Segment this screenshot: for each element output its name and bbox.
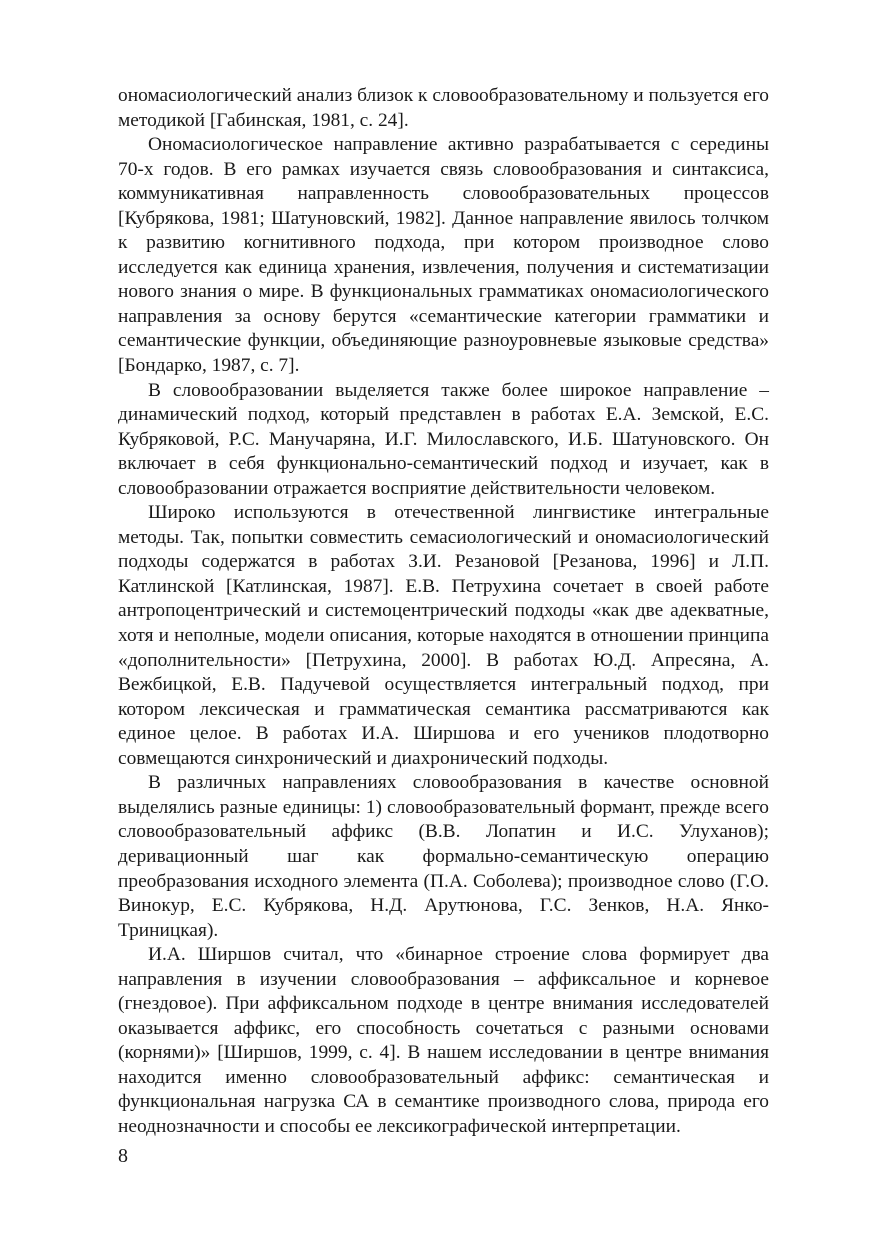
paragraph-1: ономасиологический анализ близок к словообразовательному и пользуется его методикой [Габинская, 1981, с. 24]. [118,85,769,131]
paragraph-3: В словообразовании выделяется также более широкое направление – динамический подход, который представлен в работах Е.А. Земской, Е.С. Кубряковой, Р.С. Манучаряна, И.Г. Милославского, И.Б. Шатуновского. Он включает в себя функционально-семантический подход и изучает, как в словообразовании отражается восприятие действительности человеком. [118,379,769,499]
paragraph-2: Ономасиологическое направление активно разрабатывается с середины 70-х годов. В его рамках изучается связь словообразования и синтаксиса, коммуникативная направленность словообразовательных процессов [Кубрякова, 1981; Шатуновский, 1982]. Данное направление явилось толчком к развитию когнитивного подхода, при котором производное слово исследуется как единица хранения, извлечения, получения и систематизации нового знания о мире. В функциональных грамматиках ономасиологического направления за основу берутся «семантические категории грамматики и семантические функции, объединяющие разноуровневые языковые средства» [Бондарко, 1987, с. 7]. [118,134,769,377]
page-number: 8 [118,1145,128,1167]
page-body [118,84,769,1140]
paragraph-5: В различных направлениях словообразования в качестве основной выделялись разные единицы: 1) словообразовательный формант, прежде всего словообразовательный аффикс (В.В. Лопатин и И.С. Улуханов); деривационный шаг как формально-семантическую операцию преобразования исходного элемента (П.А. Соболева); производное слово (Г.О. Винокур, Е.С. Кубрякова, Н.Д. Арутюнова, Г.С. Зенков, Н.А. Янко-Триницкая). [118,772,769,941]
paragraph-6: И.А. Ширшов считал, что «бинарное строение слова формирует два направления в изучении словообразования – аффиксальное и корневое (гнездовое). При аффиксальном подходе в центре внимания исследователей оказывается аффикс, его способность сочетаться с разными основами (корнями)» [Ширшов, 1999, с. 4]. В нашем исследовании в центре внимания находится именно словообразовательный аффикс: семантическая и функциональная нагрузка СА в семантике производного слова, природа его неоднозначности и способы ее лексикографической интерпретации. [118,944,769,1137]
paragraph-4: Широко используются в отечественной лингвистике интегральные методы. Так, попытки совместить семасиологический и ономасиологический подходы содержатся в работах З.И. Резановой [Резанова, 1996] и Л.П. Катлинской [Катлинская, 1987]. Е.В. Петрухина сочетает в своей работе антропоцентрический и системоцентрический подходы «как две адекватные, хотя и неполные, модели описания, которые находятся в отношении принципа «дополнительности» [Петрухина, 2000]. В работах Ю.Д. Апресяна, А. Вежбицкой, Е.В. Падучевой осуществляется интегральный подход, при котором лексическая и грамматическая семантика рассматриваются как единое целое. В работах И.А. Ширшова и его учеников плодотворно совмещаются синхронический и диахронический подходы. [118,502,769,769]
